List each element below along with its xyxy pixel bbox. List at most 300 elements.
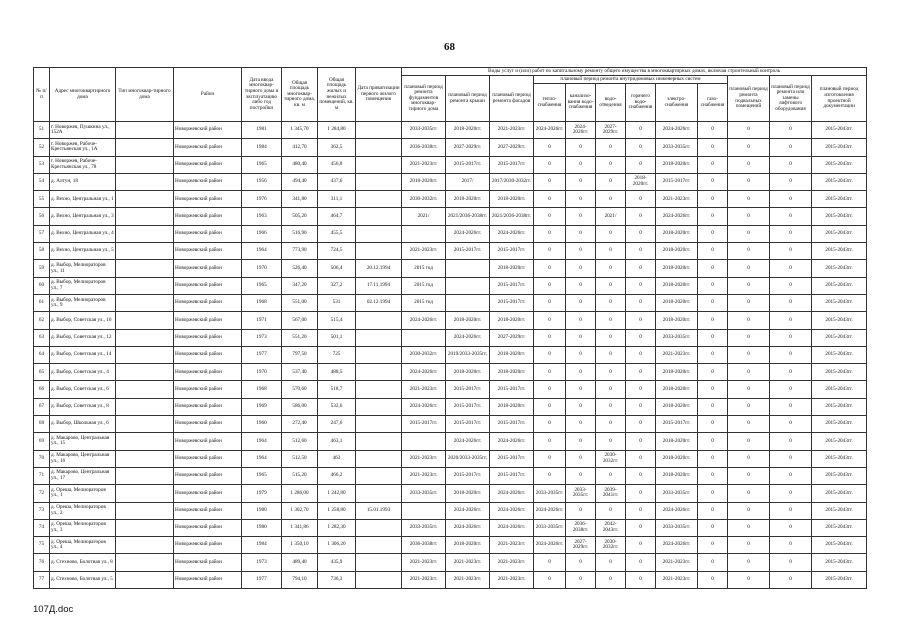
cell-elevator: 0 — [770, 554, 812, 571]
cell-basement: 0 — [728, 381, 770, 398]
table-row — [34, 277, 867, 294]
cell-foundation: 2018-2020гг. — [402, 173, 446, 190]
cell-living-area: 518,7 — [318, 381, 356, 398]
cell-privatization — [356, 173, 402, 190]
cell-num: 57 — [34, 225, 50, 242]
cell-num: 51 — [34, 122, 50, 139]
cell-address: д. Выбор, Школьная ул., 6 — [50, 416, 116, 433]
cell-type — [116, 243, 174, 260]
cell-sewer: 0 — [566, 398, 596, 415]
cell-roof: 2015-2017гг. — [446, 467, 490, 484]
cell-sewer: 0 — [566, 243, 596, 260]
cell-design-docs: 2015-2043гг. — [812, 364, 867, 381]
cell-num: 62 — [34, 312, 50, 329]
cell-foundation: 2021-2023гг. — [402, 450, 446, 467]
footer-filename: 107Д.doc — [33, 604, 74, 615]
table-row — [34, 294, 867, 311]
cell-hot-water: 0 — [626, 260, 656, 277]
cell-type — [116, 433, 174, 450]
cell-heat: 0 — [534, 381, 566, 398]
cell-address: д. Макарово, Центральная ул., 15 — [50, 433, 116, 450]
cell-total-area: 489,40 — [282, 554, 318, 571]
table-row — [34, 364, 867, 381]
table-row — [34, 191, 867, 208]
cell-design-docs: 2015-2043гг. — [812, 346, 867, 363]
cell-electric: 2018-2020гг. — [656, 260, 698, 277]
cell-electric: 2018-2020гг. — [656, 312, 698, 329]
cell-type — [116, 554, 174, 571]
cell-electric: 2033-2035гг. — [656, 519, 698, 536]
cell-district: Новоржевский район — [174, 450, 242, 467]
cell-year: 1968 — [242, 294, 282, 311]
cell-num: 74 — [34, 519, 50, 536]
cell-facade: 2015-2017гг. — [490, 416, 534, 433]
header-facade: плановый период ремонта фасадов — [490, 76, 534, 122]
cell-facade: 2018-2020гг. — [490, 191, 534, 208]
cell-basement: 0 — [728, 156, 770, 173]
cell-sewer: 0 — [566, 225, 596, 242]
cell-water-out: 2039-2041гг. — [596, 485, 626, 502]
cell-living-area: 362,5 — [318, 139, 356, 156]
header-house-type: Тип многоквар-тирного дома — [116, 68, 174, 122]
cell-hot-water: 0 — [626, 364, 656, 381]
cell-district: Новоржевский район — [174, 294, 242, 311]
cell-design-docs: 2015-2043гг. — [812, 156, 867, 173]
table-row — [34, 450, 867, 467]
cell-privatization — [356, 139, 402, 156]
cell-foundation: 2030-2032гг. — [402, 191, 446, 208]
cell-address: д. Алтун, 18 — [50, 173, 116, 190]
cell-gas: 0 — [698, 554, 728, 571]
cell-roof — [446, 294, 490, 311]
cell-living-area: 1 242,80 — [318, 485, 356, 502]
cell-num: 68 — [34, 416, 50, 433]
cell-sewer: 0 — [566, 450, 596, 467]
cell-roof: 2015-2017гг. — [446, 381, 490, 398]
cell-sewer: 0 — [566, 571, 596, 588]
cell-total-area: 512,50 — [282, 450, 318, 467]
cell-total-area: 480,40 — [282, 156, 318, 173]
cell-gas: 0 — [698, 416, 728, 433]
cell-roof: 2015-2017гг. — [446, 243, 490, 260]
cell-living-area: 311,1 — [318, 191, 356, 208]
table-row — [34, 398, 867, 415]
cell-foundation: 2033-2035гг. — [402, 519, 446, 536]
cell-sewer: 0 — [566, 416, 596, 433]
cell-district: Новоржевский район — [174, 260, 242, 277]
cell-roof: 2019/2033-2035гг. — [446, 346, 490, 363]
cell-district: Новоржевский район — [174, 139, 242, 156]
cell-water-out: 0 — [596, 571, 626, 588]
cell-design-docs: 2015-2043гг. — [812, 122, 867, 139]
cell-privatization: 02.12.1994 — [356, 294, 402, 311]
cell-num: 69 — [34, 433, 50, 450]
cell-sewer: 0 — [566, 294, 596, 311]
cell-elevator: 0 — [770, 191, 812, 208]
cell-water-out: 2030-2032гг. — [596, 537, 626, 554]
cell-gas: 0 — [698, 225, 728, 242]
header-electric: электро-снабжения — [656, 84, 698, 122]
header-water-out: водо-отведения — [596, 84, 626, 122]
cell-elevator: 0 — [770, 173, 812, 190]
cell-elevator: 0 — [770, 208, 812, 225]
cell-elevator: 0 — [770, 346, 812, 363]
cell-electric: 2018-2020гг. — [656, 225, 698, 242]
table-row — [34, 312, 867, 329]
cell-facade: 2024-2026гг. — [490, 485, 534, 502]
cell-basement: 0 — [728, 416, 770, 433]
cell-electric: 2015-2017гг. — [656, 173, 698, 190]
cell-type — [116, 450, 174, 467]
cell-district: Новоржевский район — [174, 537, 242, 554]
cell-heat: 0 — [534, 554, 566, 571]
cell-foundation — [402, 225, 446, 242]
cell-district: Новоржевский район — [174, 208, 242, 225]
cell-heat: 0 — [534, 416, 566, 433]
cell-facade: 2018-2020гг. — [490, 260, 534, 277]
cell-total-area: 551,20 — [282, 329, 318, 346]
cell-year: 1981 — [242, 122, 282, 139]
cell-living-area: 725 — [318, 346, 356, 363]
cell-hot-water: 0 — [626, 450, 656, 467]
cell-privatization — [356, 243, 402, 260]
cell-num: 76 — [34, 554, 50, 571]
cell-living-area: 515,4 — [318, 312, 356, 329]
cell-design-docs: 2015-2043гг. — [812, 260, 867, 277]
cell-privatization — [356, 398, 402, 415]
cell-address: д. Макарово, Центральная ул., 17 — [50, 467, 116, 484]
cell-sewer: 2024-2026гг. — [566, 122, 596, 139]
cell-elevator: 0 — [770, 433, 812, 450]
cell-design-docs: 2015-2043гг. — [812, 416, 867, 433]
cell-year: 1965 — [242, 277, 282, 294]
cell-foundation: 2021-2023гг. — [402, 156, 446, 173]
cell-hot-water: 0 — [626, 519, 656, 536]
cell-year: 1964 — [242, 433, 282, 450]
cell-elevator: 0 — [770, 502, 812, 519]
cell-water-out: 0 — [596, 554, 626, 571]
cell-total-area: 494,40 — [282, 173, 318, 190]
cell-gas: 0 — [698, 277, 728, 294]
table-row — [34, 208, 867, 225]
cell-facade: 2015-2017гг. — [490, 381, 534, 398]
cell-facade: 2015-2017гг. — [490, 243, 534, 260]
cell-type — [116, 225, 174, 242]
cell-design-docs: 2015-2043гг. — [812, 450, 867, 467]
cell-facade: 2015-2017гг. — [490, 467, 534, 484]
cell-elevator: 0 — [770, 243, 812, 260]
cell-foundation — [402, 329, 446, 346]
cell-hot-water: 0 — [626, 312, 656, 329]
cell-water-out: 2030-2032гг. — [596, 450, 626, 467]
cell-electric: 2018-2020гг. — [656, 467, 698, 484]
cell-district: Новоржевский район — [174, 329, 242, 346]
capital-repair-table-wrapper — [33, 67, 866, 589]
header-elevator: плановый период ремонта или замены лифтового оборудования — [770, 76, 812, 122]
cell-gas: 0 — [698, 502, 728, 519]
cell-total-area: 1 341,86 — [282, 519, 318, 536]
cell-living-area: 501,1 — [318, 329, 356, 346]
cell-basement: 0 — [728, 294, 770, 311]
cell-district: Новоржевский район — [174, 416, 242, 433]
cell-year: 1965 — [242, 467, 282, 484]
cell-year: 1984 — [242, 537, 282, 554]
cell-design-docs: 2015-2043гг. — [812, 502, 867, 519]
cell-design-docs: 2015-2043гг. — [812, 139, 867, 156]
cell-district: Новоржевский район — [174, 381, 242, 398]
cell-sewer: 0 — [566, 191, 596, 208]
cell-design-docs: 2015-2043гг. — [812, 398, 867, 415]
cell-address: д. Выбор, Советская ул., 4 — [50, 364, 116, 381]
header-basement: плановый период ремонта подвальных помещений — [728, 76, 770, 122]
cell-gas: 0 — [698, 173, 728, 190]
header-living-area: Общая площадь жилых и нежилых помещений, кв. м — [318, 68, 356, 122]
cell-basement: 0 — [728, 537, 770, 554]
cell-heat: 0 — [534, 294, 566, 311]
cell-hot-water: 0 — [626, 294, 656, 311]
cell-type — [116, 173, 174, 190]
cell-gas: 0 — [698, 485, 728, 502]
cell-elevator: 0 — [770, 260, 812, 277]
cell-address: д. Вехно, Центральная ул., 4 — [50, 225, 116, 242]
cell-district: Новоржевский район — [174, 433, 242, 450]
cell-living-area: 1 284,80 — [318, 122, 356, 139]
cell-heat: 0 — [534, 329, 566, 346]
cell-privatization — [356, 571, 402, 588]
cell-design-docs: 2015-2043гг. — [812, 208, 867, 225]
cell-foundation: 2015 год — [402, 277, 446, 294]
cell-total-area: 526,40 — [282, 260, 318, 277]
cell-foundation: 2024-2026гг. — [402, 312, 446, 329]
cell-address: г. Новоржев, Пушкина ул., 152А — [50, 122, 116, 139]
cell-heat: 0 — [534, 260, 566, 277]
cell-privatization — [356, 225, 402, 242]
cell-roof: 2021-2023гг. — [446, 571, 490, 588]
cell-living-area: 466,2 — [318, 467, 356, 484]
cell-basement: 0 — [728, 277, 770, 294]
table-row — [34, 156, 867, 173]
cell-num: 59 — [34, 260, 50, 277]
table-row — [34, 381, 867, 398]
cell-address: д. Ореша, Мелиораторов ул., 1 — [50, 485, 116, 502]
table-row — [34, 537, 867, 554]
cell-basement: 0 — [728, 398, 770, 415]
cell-elevator: 0 — [770, 398, 812, 415]
cell-year: 1977 — [242, 571, 282, 588]
cell-roof: 2017/ — [446, 173, 490, 190]
cell-water-out: 0 — [596, 416, 626, 433]
cell-water-out: 0 — [596, 346, 626, 363]
cell-sewer: 0 — [566, 329, 596, 346]
cell-facade: 2024-2026гг. — [490, 433, 534, 450]
table-row — [34, 554, 867, 571]
cell-foundation: 2015-2017гг. — [402, 416, 446, 433]
cell-heat: 0 — [534, 467, 566, 484]
header-sewer: канализо-вания водо-снабжения — [566, 84, 596, 122]
cell-hot-water: 0 — [626, 243, 656, 260]
cell-address: д. Вехно, Центральная ул., 5 — [50, 243, 116, 260]
cell-hot-water: 0 — [626, 502, 656, 519]
cell-water-out: 0 — [596, 467, 626, 484]
cell-roof: 2024-2026гг. — [446, 519, 490, 536]
cell-type — [116, 346, 174, 363]
cell-privatization — [356, 122, 402, 139]
cell-basement: 0 — [728, 225, 770, 242]
cell-gas: 0 — [698, 364, 728, 381]
cell-foundation: 2015 год — [402, 294, 446, 311]
cell-roof — [446, 260, 490, 277]
cell-year: 1965 — [242, 156, 282, 173]
cell-total-area: 570,60 — [282, 381, 318, 398]
cell-total-area: 1 350,10 — [282, 537, 318, 554]
table-row — [34, 467, 867, 484]
cell-sewer: 0 — [566, 208, 596, 225]
cell-water-out: 2021/ — [596, 208, 626, 225]
cell-heat: 0 — [534, 433, 566, 450]
cell-total-area: 341,80 — [282, 191, 318, 208]
cell-living-area: 327,2 — [318, 277, 356, 294]
table-row — [34, 329, 867, 346]
cell-roof: 2015-2017гг. — [446, 156, 490, 173]
cell-sewer: 0 — [566, 260, 596, 277]
cell-gas: 0 — [698, 243, 728, 260]
table-row — [34, 243, 867, 260]
cell-hot-water: 0 — [626, 398, 656, 415]
cell-sewer: 0 — [566, 502, 596, 519]
cell-water-out: 0 — [596, 312, 626, 329]
cell-elevator: 0 — [770, 122, 812, 139]
cell-gas: 0 — [698, 191, 728, 208]
cell-num: 54 — [34, 173, 50, 190]
cell-num: 70 — [34, 450, 50, 467]
cell-num: 71 — [34, 467, 50, 484]
cell-living-area: 736,3 — [318, 571, 356, 588]
cell-privatization — [356, 312, 402, 329]
cell-district: Новоржевский район — [174, 122, 242, 139]
cell-roof: 2020/2033-2035гг. — [446, 450, 490, 467]
cell-roof — [446, 277, 490, 294]
cell-foundation: 2036-2038гг. — [402, 537, 446, 554]
header-privatization: Дата приватизации первого жилого помещения — [356, 68, 402, 122]
cell-hot-water: 0 — [626, 433, 656, 450]
cell-facade: 2015-2017гг. — [490, 277, 534, 294]
cell-total-area: 512,60 — [282, 433, 318, 450]
cell-foundation: 2036-2038гг. — [402, 139, 446, 156]
cell-foundation: 2021/ — [402, 208, 446, 225]
capital-repair-table — [33, 67, 867, 589]
cell-district: Новоржевский район — [174, 225, 242, 242]
cell-heat: 0 — [534, 398, 566, 415]
cell-water-out: 2027-2029гг. — [596, 122, 626, 139]
cell-num: 75 — [34, 537, 50, 554]
cell-water-out: 0 — [596, 225, 626, 242]
cell-foundation: 2033-2035гг. — [402, 485, 446, 502]
cell-water-out: 0 — [596, 398, 626, 415]
cell-total-area: 794,10 — [282, 571, 318, 588]
cell-hot-water: 0 — [626, 416, 656, 433]
cell-electric: 2018-2020гг. — [656, 243, 698, 260]
cell-design-docs: 2015-2043гг. — [812, 519, 867, 536]
cell-foundation — [402, 502, 446, 519]
cell-basement: 0 — [728, 554, 770, 571]
cell-heat: 2024-2026гг. — [534, 122, 566, 139]
cell-roof: 2024-2026гг. — [446, 433, 490, 450]
cell-total-area: 412,70 — [282, 139, 318, 156]
cell-roof: 2018-2020гг. — [446, 312, 490, 329]
cell-gas: 0 — [698, 537, 728, 554]
cell-heat: 0 — [534, 191, 566, 208]
cell-basement: 0 — [728, 208, 770, 225]
cell-heat: 0 — [534, 571, 566, 588]
cell-type — [116, 416, 174, 433]
cell-type — [116, 519, 174, 536]
cell-type — [116, 502, 174, 519]
cell-hot-water: 0 — [626, 571, 656, 588]
cell-gas: 0 — [698, 381, 728, 398]
cell-district: Новоржевский район — [174, 346, 242, 363]
cell-sewer: 0 — [566, 139, 596, 156]
cell-privatization — [356, 416, 402, 433]
cell-water-out: 2042-2043гг. — [596, 519, 626, 536]
cell-type — [116, 329, 174, 346]
cell-privatization — [356, 191, 402, 208]
cell-electric: 2018-2020гг. — [656, 277, 698, 294]
cell-gas: 0 — [698, 122, 728, 139]
cell-gas: 0 — [698, 156, 728, 173]
cell-electric: 2018-2020гг. — [656, 294, 698, 311]
cell-sewer: 2036-2038гг. — [566, 519, 596, 536]
cell-electric: 2021-2023гг. — [656, 554, 698, 571]
cell-heat: 2024-2026гг. — [534, 502, 566, 519]
cell-type — [116, 381, 174, 398]
cell-privatization — [356, 554, 402, 571]
cell-elevator: 0 — [770, 156, 812, 173]
cell-year: 1980 — [242, 519, 282, 536]
cell-electric: 2021-2023гг. — [656, 191, 698, 208]
cell-basement: 0 — [728, 364, 770, 381]
cell-water-out: 0 — [596, 260, 626, 277]
cell-type — [116, 398, 174, 415]
cell-total-area: 567,00 — [282, 312, 318, 329]
cell-address: г. Новоржев, Рабоче-Крестьянская ул., 1А — [50, 139, 116, 156]
cell-type — [116, 467, 174, 484]
cell-address: д. Выбор, Советская ул., 6 — [50, 381, 116, 398]
table-row — [34, 122, 867, 139]
cell-num: 61 — [34, 294, 50, 311]
cell-type — [116, 208, 174, 225]
cell-address: д. Выбор, Мелиораторов ул., 11 — [50, 260, 116, 277]
cell-district: Новоржевский район — [174, 502, 242, 519]
header-year: Дата ввода многоквар-тирного дома в эксплуатацию либо год постройки — [242, 68, 282, 122]
cell-basement: 0 — [728, 467, 770, 484]
cell-facade: 2018-2020гг. — [490, 346, 534, 363]
cell-water-out: 0 — [596, 294, 626, 311]
cell-privatization: 15.01.1993 — [356, 502, 402, 519]
cell-facade: 2018-2020гг. — [490, 398, 534, 415]
cell-type — [116, 277, 174, 294]
cell-roof: 2021-2023гг. — [446, 554, 490, 571]
cell-address: д. Выбор, Советская ул., 8 — [50, 398, 116, 415]
cell-basement: 0 — [728, 502, 770, 519]
cell-water-out: 0 — [596, 329, 626, 346]
cell-gas: 0 — [698, 208, 728, 225]
cell-water-out: 0 — [596, 191, 626, 208]
cell-privatization — [356, 467, 402, 484]
cell-heat: 0 — [534, 225, 566, 242]
cell-elevator: 0 — [770, 312, 812, 329]
cell-facade: 2015-2017гг. — [490, 450, 534, 467]
cell-year: 1984 — [242, 139, 282, 156]
